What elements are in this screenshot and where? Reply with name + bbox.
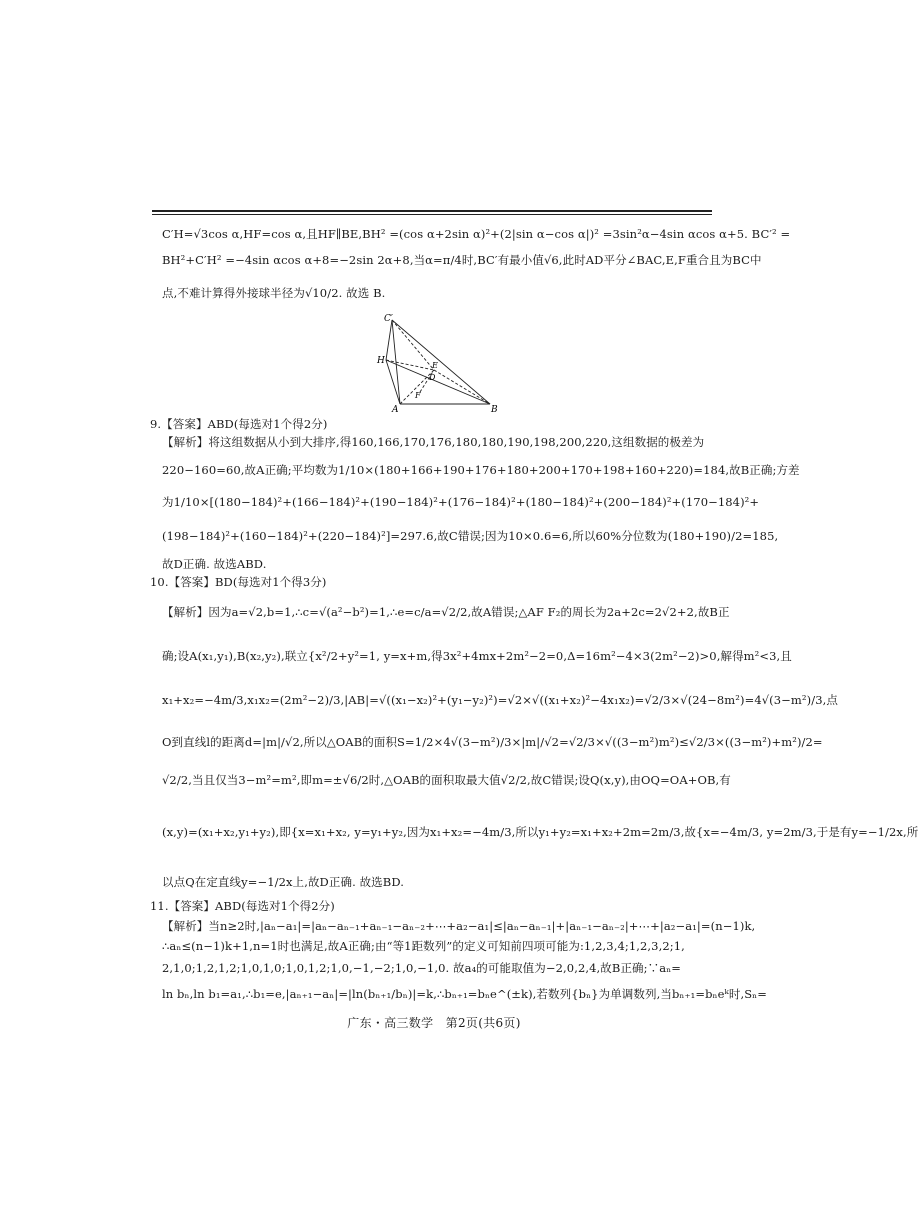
q10-solution-line-7: 以点Q在定直线y=−1/2x上,故D正确. 故选BD.	[162, 875, 404, 889]
q10-solution-line-6: (x,y)=(x₁+x₂,y₁+y₂),即{x=x₁+x₂, y=y₁+y₂,因为x₁+x₂=−4m/3,所以y₁+y₂=x₁+x₂+2m=2m/3,故{x=−4m/3, y=2m/3,于是有y=−1/2x,所	[162, 825, 918, 839]
q11-answer: 11.【答案】ABD(每选对1个得2分)	[150, 899, 335, 913]
q11-solution-line-3: 2,1,0;1,2,1,2;1,0,1,0;1,0,1,2;1,0,−1,−2;1,0,−1,0. 故a₄的可能取值为−2,0,2,4,故B正确;∵aₙ=	[162, 961, 681, 975]
q10-solution-line-3: x₁+x₂=−4m/3,x₁x₂=(2m²−2)/3,|AB|=√((x₁−x₂)²+(y₁−y₂)²)=√2×√((x₁+x₂)²−4x₁x₂)=√2/3×√(24−8m²)=4√(3−m²)/3,点	[162, 693, 838, 707]
q8-solution-line-2: BH²+C′H² =−4sin αcos α+8=−2sin 2α+8,当α=π/4时,BC′有最小值√6,此时AD平分∠BAC,E,F重合且为BC中	[162, 253, 762, 267]
q10-solution-line-5: √2/2,当且仅当3−m²=m²,即m=±√6/2时,△OAB的面积取最大值√2/2,故C错误;设Q(x,y),由OQ=OA+OB,有	[162, 773, 731, 787]
label-c-prime: C′	[384, 314, 393, 324]
q11-solution-line-2: ∴aₙ≤(n−1)k+1,n=1时也满足,故A正确;由“等1距数列”的定义可知前四项可能为:1,2,3,4;1,2,3,2;1,	[162, 939, 685, 953]
q11-solution-line-4: ln bₙ,ln b₁=a₁,∴b₁=e,|aₙ₊₁−aₙ|=|ln(bₙ₊₁/bₙ)|=k,∴bₙ₊₁=bₙe^(±k),若数列{bₙ}为单调数列,当bₙ₊₁=bₙeᵏ时,Sₙ=	[162, 987, 767, 1001]
label-d: D	[429, 373, 436, 382]
label-f: F	[415, 391, 421, 400]
label-b: B	[491, 405, 498, 415]
label-h: H	[377, 356, 385, 366]
q9-solution-line-4: (198−184)²+(160−184)²+(220−184)²]=297.6,故C错误;因为10×0.6=6,所以60%分位数为(180+190)/2=185,	[162, 529, 779, 543]
q10-answer: 10.【答案】BD(每选对1个得3分)	[150, 575, 327, 589]
q11-solution-line-1: 【解析】当n≥2时,|aₙ−a₁|=|aₙ−aₙ₋₁+aₙ₋₁−aₙ₋₂+⋯+a₂−a₁|≤|aₙ−aₙ₋₁|+|aₙ₋₁−aₙ₋₂|+⋯+|a₂−a₁|=(n−1)k,	[162, 919, 756, 933]
q10-solution-line-4: O到直线l的距离d=|m|/√2,所以△OAB的面积S=1/2×4√(3−m²)/3×|m|/√2=√2/3×√((3−m²)m²)≤√2/3×((3−m²)+m²)/2=	[162, 735, 823, 749]
page-footer: 广东・高三数学 第2页(共6页)	[347, 1016, 521, 1030]
label-e: E	[432, 361, 438, 370]
q8-solution-line-3: 点,不难计算得外接球半径为√10/2. 故选 B.	[162, 286, 386, 300]
header-rule	[152, 210, 712, 212]
label-a: A	[392, 405, 399, 415]
q9-solution-line-2: 220−160=60,故A正确;平均数为1/10×(180+166+190+176+180+200+170+198+160+220)=184,故B正确;方差	[162, 463, 800, 477]
q10-solution-line-1: 【解析】因为a=√2,b=1,∴c=√(a²−b²)=1,∴e=c/a=√2/2,故A错误;△AF F₂的周长为2a+2c=2√2+2,故B正	[162, 605, 730, 619]
q9-answer: 9.【答案】ABD(每选对1个得2分)	[150, 417, 328, 431]
q9-solution-line-3: 为1/10×[(180−184)²+(166−184)²+(190−184)²+(176−184)²+(180−184)²+(200−184)²+(170−184)²+	[162, 495, 760, 509]
geometry-figure	[372, 312, 502, 414]
q9-solution-line-1: 【解析】将这组数据从小到大排序,得160,166,170,176,180,180,190,198,200,220,这组数据的极差为	[162, 435, 705, 449]
q9-solution-line-5: 故D正确. 故选ABD.	[162, 557, 267, 571]
q8-solution-line-1: C′H=√3cos α,HF=cos α,且HF∥BE,BH² =(cos α+2sin α)²+(2|sin α−cos α|)² =3sin²α−4sin αcos α+5. BC′² =	[162, 227, 791, 241]
header-rule-thin	[152, 214, 712, 215]
q10-solution-line-2: 确;设A(x₁,y₁),B(x₂,y₂),联立{x²/2+y²=1, y=x+m,得3x²+4mx+2m²−2=0,Δ=16m²−4×3(2m²−2)>0,解得m²<3,且	[162, 649, 792, 663]
